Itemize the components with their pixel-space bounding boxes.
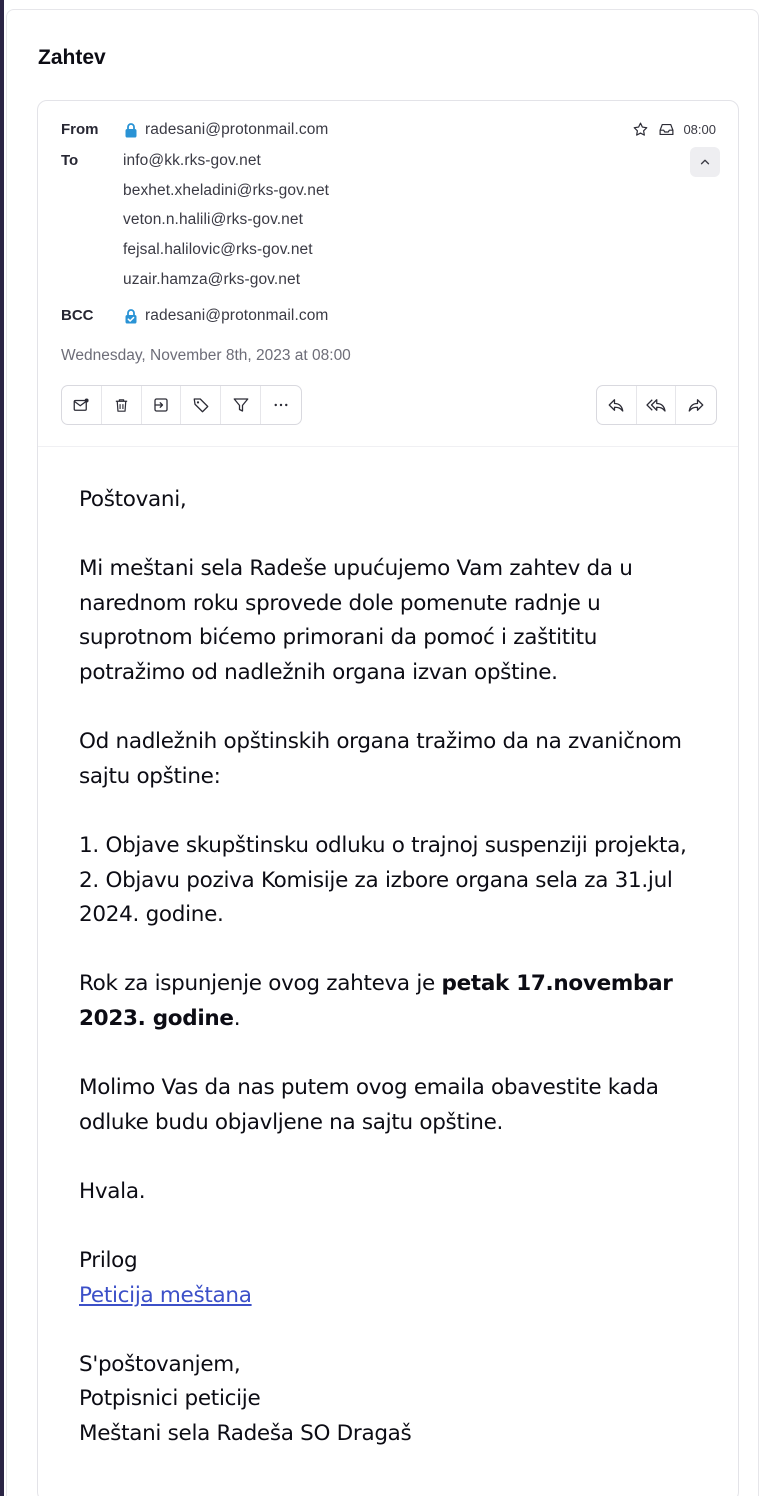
more-icon: [272, 396, 290, 414]
body-paragraph: Molimo Vas da nas putem ovog emaila obavestite kada odluke budu objavljene na sajtu opštine.: [79, 1075, 659, 1135]
chevron-up-icon: [698, 155, 712, 169]
inbox-icon: [657, 120, 675, 138]
star-icon[interactable]: [631, 120, 649, 138]
message-body: [79, 483, 689, 1452]
trash-icon: [113, 397, 130, 414]
message-subject: Zahtev: [38, 46, 106, 69]
sidebar-edge: [0, 0, 4, 1496]
lock-check-icon: [123, 308, 139, 324]
reply-icon: [607, 396, 625, 414]
recipient-address[interactable]: info@kk.rks-gov.net: [123, 152, 261, 169]
recipient-address[interactable]: veton.n.halili@rks-gov.net: [123, 211, 304, 228]
deadline-suffix: .: [233, 1005, 241, 1031]
trash-button[interactable]: [102, 386, 142, 424]
message-panel: [6, 9, 759, 1496]
forward-icon: [687, 396, 705, 414]
label-icon: [192, 396, 210, 414]
bcc-address[interactable]: radesani@protonmail.com: [145, 307, 329, 324]
attachment-link[interactable]: Peticija meštana: [79, 1282, 252, 1308]
body-paragraph: Od nadležnih opštinskih organa tražimo da na zvaničnom sajtu opštine:: [79, 729, 682, 789]
header-actions: [631, 120, 716, 138]
sender-address[interactable]: radesani@protonmail.com: [145, 121, 329, 138]
message-date: Wednesday, November 8th, 2023 at 08:00: [61, 347, 351, 364]
thanks-line: Hvala.: [79, 1178, 146, 1204]
filter-button[interactable]: [221, 386, 261, 424]
header-divider: [38, 446, 739, 447]
recipient-address[interactable]: bexhet.xheladini@rks-gov.net: [123, 182, 330, 199]
from-label: From: [61, 121, 99, 138]
closing-line: S'poštovanjem,: [79, 1351, 241, 1377]
collapse-header-button[interactable]: [690, 147, 720, 177]
recipient-address[interactable]: fejsal.halilovic@rks-gov.net: [123, 241, 313, 258]
move-to-folder-button[interactable]: [142, 386, 182, 424]
bcc-label: BCC: [61, 307, 94, 324]
deadline-date: petak 17.novembar 2023. godine: [79, 971, 673, 1031]
attachment-label: Prilog: [79, 1248, 138, 1274]
forward-button[interactable]: [676, 386, 716, 424]
lock-icon: [123, 122, 139, 138]
message-time: 08:00: [683, 121, 716, 137]
move-to-folder-icon: [152, 396, 170, 414]
to-label: To: [61, 152, 79, 169]
closing-line: Meštani sela Radeša SO Dragaš: [79, 1421, 412, 1447]
reply-button[interactable]: [597, 386, 637, 424]
greeting: Poštovani,: [79, 487, 187, 512]
closing-line: Potpisnici peticije: [79, 1386, 261, 1412]
list-item: 1. Objave skupštinsku odluku o trajnoj suspenziji projekta,: [79, 832, 687, 858]
more-button[interactable]: [261, 386, 301, 424]
message-card: [37, 100, 739, 1496]
label-button[interactable]: [181, 386, 221, 424]
message-toolbar: [61, 385, 302, 425]
mark-unread-icon: [72, 396, 90, 414]
reply-toolbar: [596, 385, 717, 425]
mark-unread-button[interactable]: [62, 386, 102, 424]
recipient-address[interactable]: uzair.hamza@rks-gov.net: [123, 271, 301, 288]
body-paragraph: Mi meštani sela Radeše upućujemo Vam zahtev da u narednom roku sprovede dole pomenute radnje u suprotnom bićemo primorani da pomoć i zaštititu potražimo od nadležnih organa izvan opštine.: [79, 556, 633, 685]
deadline-prefix: Rok za ispunjenje ovog zahteva je: [79, 971, 442, 997]
reply-all-icon: [646, 396, 666, 414]
list-item: 2. Objavu poziva Komisije za izbore organa sela za 31.jul 2024. godine.: [79, 867, 673, 928]
filter-icon: [232, 396, 250, 414]
reply-all-button[interactable]: [637, 386, 677, 424]
deadline-paragraph: [79, 967, 689, 1036]
